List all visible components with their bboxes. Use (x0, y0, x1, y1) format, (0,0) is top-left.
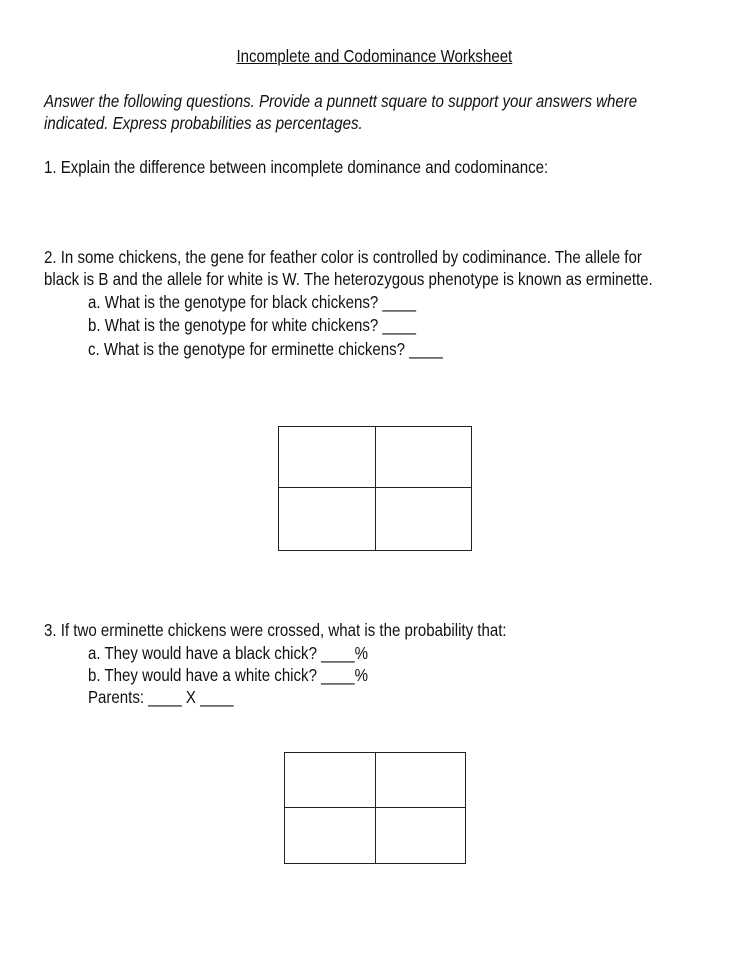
question-3a: a. They would have a black chick? ____% (88, 643, 368, 663)
question-2-line-1: 2. In some chickens, the gene for feather color is controlled by codiminance. The allele for (44, 247, 642, 267)
instructions-line-1: Answer the following questions. Provide a punnett square to support your answers where (44, 91, 638, 111)
worksheet-title (0, 45, 749, 67)
question-3: 3. If two erminette chickens were crossed, what is the probability that: (44, 620, 507, 640)
question-2a: a. What is the genotype for black chickens? ____ (88, 292, 416, 312)
question-2-line-2: black is B and the allele for white is W. The heterozygous phenotype is known as erminette. (44, 269, 653, 289)
title-text: Incomplete and Codominance Worksheet (236, 46, 513, 66)
question-2c: c. What is the genotype for erminette chickens? ____ (88, 339, 443, 359)
question-1: 1. Explain the difference between incomplete dominance and codominance: (44, 157, 549, 177)
punnett-square-2 (284, 752, 466, 864)
question-2b: b. What is the genotype for white chickens? ____ (88, 315, 416, 335)
punnett-square-1 (278, 426, 472, 551)
question-3b: b. They would have a white chick? ____% (88, 665, 368, 685)
instructions-line-2: indicated. Express probabilities as percentages. (44, 113, 363, 133)
question-3-parents: Parents: ____ X ____ (88, 687, 234, 707)
